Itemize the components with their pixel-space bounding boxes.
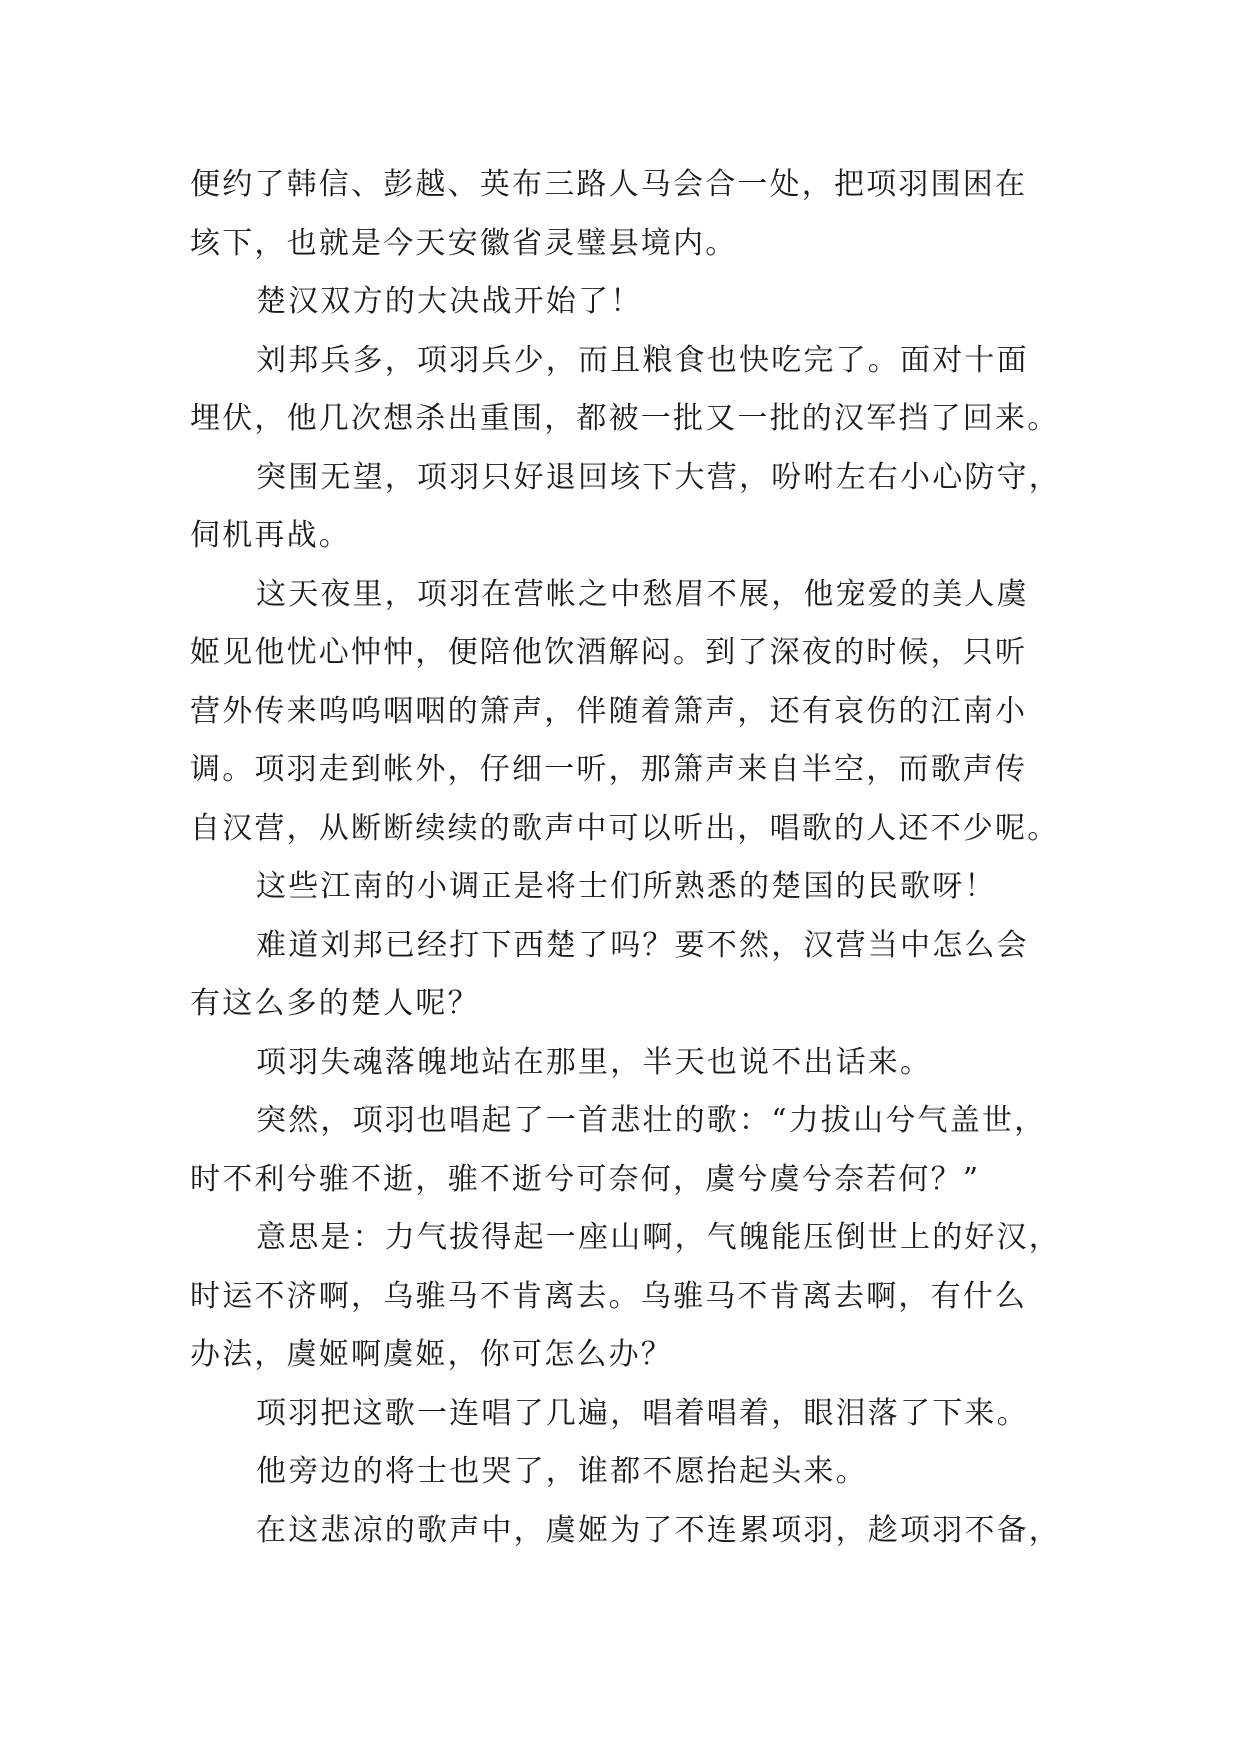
text-line: 自汉营，从断断续续的歌声中可以听出，唱歌的人还不少呢。	[190, 810, 1060, 846]
body-text	[190, 156, 1070, 1560]
text-line: 便约了韩信、彭越、英布三路人马会合一处，把项羽围困在	[190, 167, 1028, 202]
text-line: 项羽把这歌一连唱了几遍，唱着唱着，眼泪落了下来。	[256, 1395, 1029, 1431]
text-line: 在这悲凉的歌声中，虞姬为了不连累项羽，趁项羽不备，	[256, 1512, 1061, 1548]
text-line: 营外传来呜呜咽咽的箫声，伴随着箫声，还有哀伤的江南小	[190, 693, 1028, 729]
text-line: 有这么多的楚人呢？	[190, 986, 480, 1021]
text-line: 这些江南的小调正是将士们所熟悉的楚国的民歌呀！	[256, 869, 997, 904]
text-line: 楚汉双方的大决战开始了！	[256, 284, 643, 319]
text-line: 他旁边的将士也哭了，谁都不愿抬起头来。	[256, 1454, 868, 1489]
text-line: 突然，项羽也唱起了一首悲壮的歌：“力拔山兮气盖世，	[256, 1103, 1047, 1138]
text-line: 刘邦兵多，项羽兵少，而且粮食也快吃完了。面对十面	[256, 342, 1029, 378]
text-line: 意思是：力气拔得起一座山啊，气魄能压倒世上的好汉，	[256, 1220, 1061, 1255]
text-line: 伺机再战。	[190, 518, 351, 553]
text-line: 垓下，也就是今天安徽省灵璧县境内。	[190, 225, 738, 261]
text-line: 办法，虞姬啊虞姬，你可怎么办？	[190, 1337, 673, 1372]
text-line: 时运不济啊，乌骓马不肯离去。乌骓马不肯离去啊，有什么	[190, 1278, 1028, 1314]
text-line: 这天夜里，项羽在营帐之中愁眉不展，他宠爱的美人虞	[256, 576, 1029, 612]
text-line: 姬见他忧心忡忡，便陪他饮酒解闷。到了深夜的时候，只听	[190, 635, 1028, 670]
text-line: 项羽失魂落魄地站在那里，半天也说不出话来。	[256, 1044, 933, 1080]
text-line: 时不利兮骓不逝，骓不逝兮可奈何，虞兮虞兮奈若何？”	[190, 1161, 981, 1197]
text-line: 突围无望，项羽只好退回垓下大营，吩咐左右小心防守，	[256, 459, 1061, 495]
text-line: 埋伏，他几次想杀出重围，都被一批又一批的汉军挡了回来。	[190, 401, 1060, 436]
text-line: 调。项羽走到帐外，仔细一听，那箫声来自半空，而歌声传	[190, 752, 1028, 787]
text-line: 难道刘邦已经打下西楚了吗？要不然，汉营当中怎么会	[256, 927, 1029, 963]
